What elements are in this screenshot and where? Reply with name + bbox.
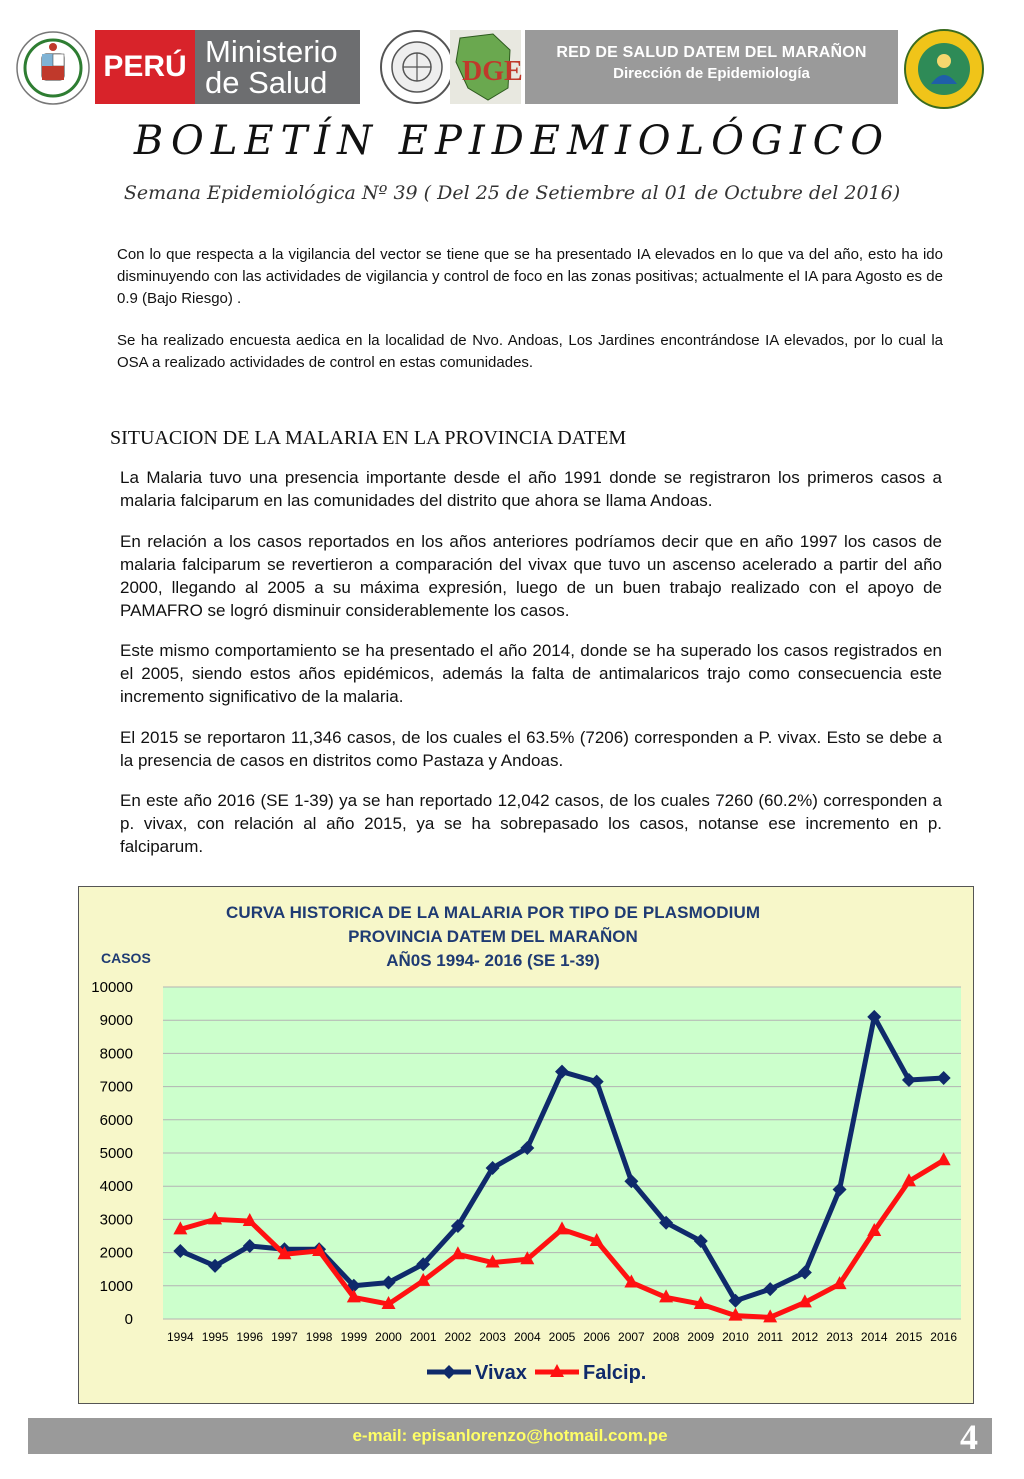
x-tick-1997: 1997 [271, 1330, 298, 1344]
chart-title-line-1: CURVA HISTORICA DE LA MALARIA POR TIPO DE PLASMODIUM [226, 903, 760, 922]
x-tick-2006: 2006 [583, 1330, 611, 1344]
x-tick-2008: 2008 [652, 1330, 680, 1344]
bulletin-subtitle: Semana Epidemiológica Nº 39 ( Del 25 de Setiembre al 01 de Octubre del 2016) [123, 182, 901, 204]
y-tick-7000: 7000 [99, 1078, 133, 1096]
peru-label: PERÚ [95, 30, 195, 104]
contact-email[interactable]: e-mail: episanlorenzo@hotmail.com.pe [352, 1426, 668, 1445]
ministry-label [195, 30, 360, 104]
header-box [525, 30, 898, 104]
peru-coat-of-arms-logo [14, 30, 92, 106]
bulletin-title: BOLETÍN EPIDEMIOLÓGICO [133, 118, 891, 164]
x-tick-1994: 1994 [166, 1330, 194, 1344]
y-tick-1000: 1000 [99, 1277, 133, 1295]
malaria-paragraph-5: En este año 2016 (SE 1-39) ya se han reportado 12,042 casos, de los cuales 7260 (60.2%) corresponden a p. vivax, con relación al año 2015, ya se ha sobrepasado los casos, notanse ese incremento en p. falciparum. [120, 791, 942, 856]
y-tick-8000: 8000 [99, 1045, 133, 1063]
malaria-paragraph-3: Este mismo comportamiento se ha presentado el año 2014, donde se ha superado los casos registrados en el 2005, siendo estos años epidémicos, además la falta de antimalaricos trajo como consecuencia este incremento significativo de la malaria. [120, 641, 942, 706]
aedic-survey-paragraph: Se ha realizado encuesta aedica en la localidad de Nvo. Andoas, Los Jardines encontrándose IA elevados, por lo cual la OSA a realizado actividades de control en estas comunidades. [117, 332, 943, 371]
section-heading: SITUACION DE LA MALARIA EN LA PROVINCIA DATEM [110, 427, 627, 449]
chart-title-line-3: AÑ0S 1994- 2016 (SE 1-39) [386, 951, 600, 970]
x-tick-1999: 1999 [340, 1330, 368, 1344]
malaria-chart-svg [79, 887, 973, 1403]
x-tick-1995: 1995 [201, 1330, 229, 1344]
malaria-paragraph-4: El 2015 se reportaron 11,346 casos, de los cuales el 63.5% (7206) corresponden a P. vivax. Esto se debe a la presencia de casos en distritos como Pastaza y Andoas. [120, 728, 942, 770]
renace-seal-logo [378, 28, 456, 106]
y-tick-9000: 9000 [99, 1012, 133, 1030]
x-tick-2015: 2015 [895, 1330, 923, 1344]
x-tick-1996: 1996 [236, 1330, 264, 1344]
y-tick-4000: 4000 [99, 1178, 133, 1196]
x-tick-2011: 2011 [757, 1330, 784, 1344]
page-number: 4 [960, 1417, 978, 1457]
malaria-paragraph-2: En relación a los casos reportados en los años anteriores podríamos decir que en año 1997 los casos de malaria falciparum se revertieron a comparación del vivax que tuvo un ascenso acelerado a partir del año 2000, llegando al 2005 a su máxima expresión, luego de un buen trabajo realizado con el apoyo de PAMAFRO se logró disminuir considerablemente los casos. [120, 532, 942, 620]
x-tick-2016: 2016 [930, 1330, 958, 1344]
x-tick-2003: 2003 [479, 1330, 506, 1344]
malaria-chart [78, 886, 974, 1404]
ministry-line1: Ministerio [205, 34, 338, 69]
y-tick-3000: 3000 [99, 1211, 133, 1229]
x-tick-2004: 2004 [513, 1330, 541, 1344]
x-tick-2014: 2014 [860, 1330, 888, 1344]
network-name: RED DE SALUD DATEM DEL MARAÑON [556, 44, 867, 61]
x-tick-2005: 2005 [548, 1330, 576, 1344]
x-tick-2010: 2010 [722, 1330, 749, 1344]
x-tick-1998: 1998 [305, 1330, 333, 1344]
y-tick-5000: 5000 [99, 1145, 133, 1162]
y-axis-label: CASOS [101, 950, 151, 966]
footer [28, 1417, 992, 1457]
epidemiology-direction: Dirección de Epidemiología [613, 65, 810, 82]
minsa-logo [95, 30, 360, 104]
y-tick-6000: 6000 [99, 1111, 133, 1129]
legend-marker-vivax [442, 1365, 456, 1379]
y-tick-10000: 10000 [91, 979, 133, 996]
legend-label-falcip: Falcip. [583, 1362, 647, 1384]
x-tick-2009: 2009 [687, 1330, 715, 1344]
y-tick-0: 0 [124, 1311, 133, 1328]
x-tick-2012: 2012 [791, 1330, 819, 1344]
x-tick-2001: 2001 [409, 1330, 437, 1344]
malaria-paragraph-1: La Malaria tuvo una presencia importante desde el año 1991 donde se registraron los primeros casos a malaria falciparum en las comunidades del distrito que ahora se llama Andoas. [120, 468, 942, 510]
x-tick-2000: 2000 [375, 1330, 402, 1344]
x-tick-2007: 2007 [618, 1330, 645, 1344]
vector-surveillance-paragraph: Con lo que respecta a la vigilancia del vector se tiene que se ha presentado IA elevados en lo que va del año, esto ha ido disminuyendo con las actividades de vigilancia y control de foco en las zonas positivas; actualmente el IA para Agosto es de 0.9 (Bajo Riesgo) . [117, 246, 943, 307]
dge-logo [448, 28, 523, 106]
legend-label-vivax: Vivax [475, 1362, 527, 1384]
y-tick-2000: 2000 [99, 1244, 133, 1262]
red-salud-datem-logo [903, 28, 985, 110]
dge-label: DGE [462, 56, 523, 87]
x-tick-2013: 2013 [826, 1330, 853, 1344]
chart-title-line-2: PROVINCIA DATEM DEL MARAÑON [348, 927, 638, 946]
x-tick-2002: 2002 [444, 1330, 472, 1344]
ministry-line2: de Salud [205, 65, 328, 100]
